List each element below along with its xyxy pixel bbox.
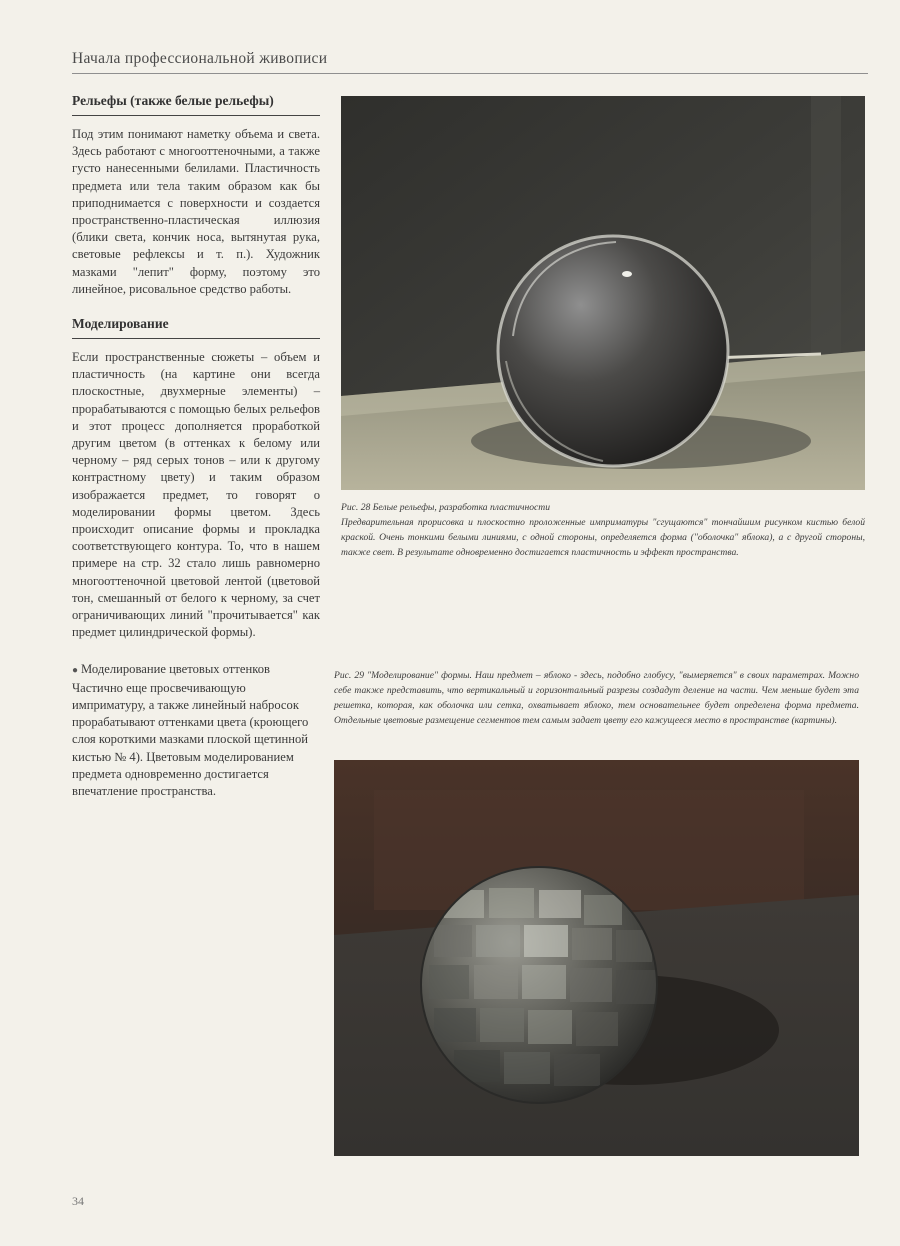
section-title-modeling: Моделирование [72, 316, 320, 339]
section-text-modeling: Если пространственные сюжеты – объем и пластичность (на картине они всегда плоскостные, двухмерные элементы) – прорабатываются с помощью белых рельефов и этот процесс дополняется проработкой другим цветом (в оттенках к белому или черному – ряд серых тонов – или к другому контрастному цвету) и таким образом изображается предмет, то говорят о моделировании формы цветом. Здесь происходит описание формы и прокладка соответствующего контура. То, что в нашем примере на стр. 32 стало лишь равномерно многооттеночной цветовой лентой (цветовой тон, смешанный от белого к черному, за счет ограничивающих линий "прочитывается" как предмет цилиндрической формы). [72, 350, 320, 640]
running-title: Начала профессиональной живописи [72, 50, 328, 67]
bullet-icon: ● [72, 665, 79, 677]
section-title-reliefs: Рельефы (также белые рельефы) [72, 93, 320, 116]
figure-28-caption [341, 500, 865, 560]
figure-29-svg [334, 760, 859, 1156]
color-modeling-block [72, 661, 320, 800]
text-column [72, 93, 320, 800]
section-text-reliefs: Под этим понимают наметку объема и света. Здесь работают с многооттеночными, а также густо нанесенными белилами. Пластичность предмета или тела таким образом как бы приподнимается с поверхности и создается пространственно-пластическая иллюзия (блики света, кончик носа, вытянутая рука, световые рефлексы и т. п.). Художник мазками "лепит" форму, поэтому это линейное, рисовальное средство работы. [72, 127, 320, 296]
color-modeling-lead [72, 661, 320, 679]
figure-28-caption-title: Рис. 28 Белые рельефы, разработка пластичности [341, 502, 551, 513]
figure-29-caption: Рис. 29 "Моделирование" формы. Наш предмет – яблоко - здесь, подобно глобусу, "вымеряется" в своих параметрах. Можно себе также представить, что вертикальный и горизонтальный разрезы создадут деление на части. Чем меньше будет эта решетка, которая, как оболочка или сетка, охватывает яблоко, тем основательнее будет определена форма предмета. Отдельные цветовые размещение сегментов тем самым задает цвету его кажущееся место в пространстве (картины). [334, 670, 859, 726]
figure-28-caption-text: Предварительная прорисовка и плоскостно проложенные имприматуры "сгущаются" тончайшим рисунком кистью белой краской. Очень тонкими белыми линиями, с одной стороны, определяется форма ("оболочка" яблока), а с другой стороны, также свет. В результате одновременно достигается пластичность и эффект пространства. [341, 517, 865, 558]
page-number: 34 [72, 1194, 84, 1208]
figure-28-svg [341, 96, 865, 490]
color-modeling-text: Частично еще просвечивающую имприматуру, а также линейный набросок прорабатывают оттенками цвета (кроющего слоя короткими мазками плоской щетинной кистью № 4). Цветовым моделированием предмета одновременно достигается впечатление пространства. [72, 680, 309, 798]
figure-28-painting [341, 96, 865, 490]
header-rule [72, 73, 868, 74]
color-modeling-lead-text: Моделирование цветовых оттенков [81, 662, 270, 677]
figure-29-painting [334, 760, 859, 1156]
